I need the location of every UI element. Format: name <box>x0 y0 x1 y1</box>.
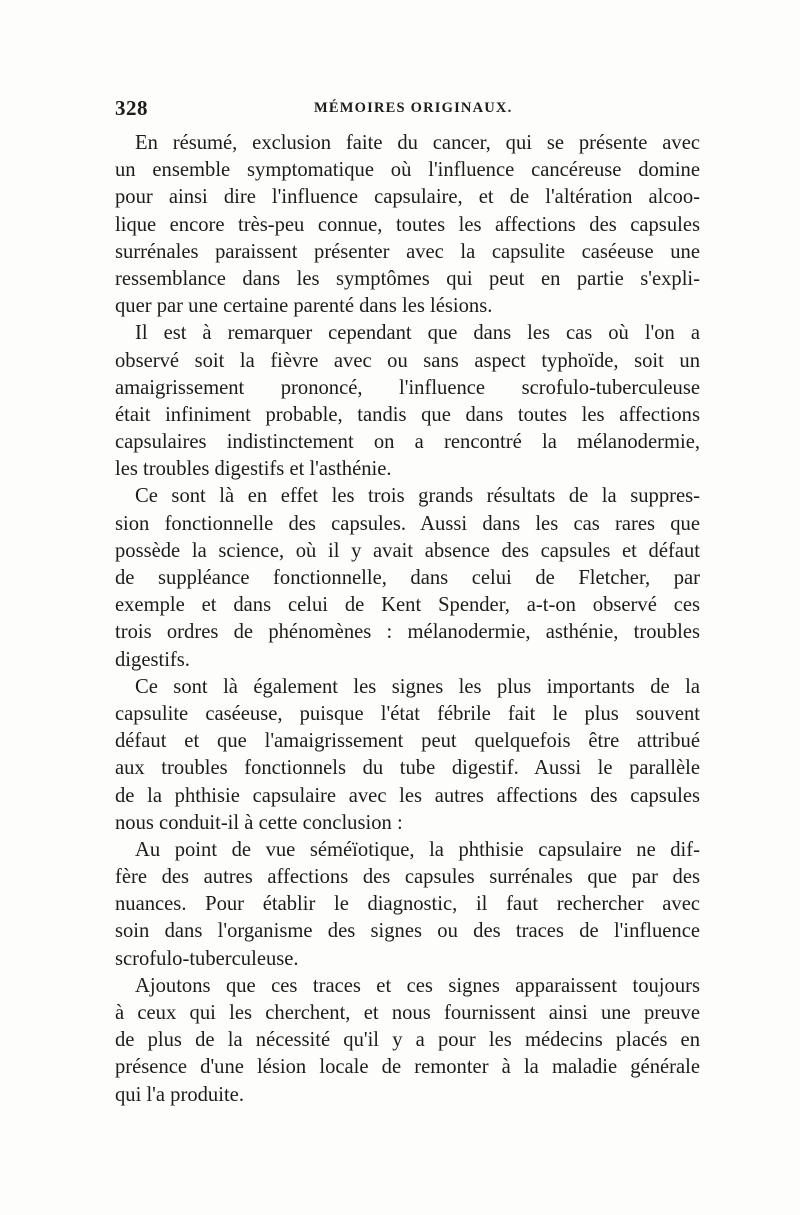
text-line: sion fonctionnelle des capsules. Aussi dans les cas rares que <box>115 512 700 535</box>
text-line: présence d'une lésion locale de remonter à la maladie générale <box>115 1056 700 1079</box>
text-line: observé soit la fièvre avec ou sans aspect typhoïde, soit un <box>115 349 700 372</box>
text-line: amaigrissement prononcé, l'influence scrofulo-tuberculeuse <box>115 376 700 399</box>
page-header <box>115 96 700 126</box>
paragraph <box>115 674 700 837</box>
text-line: les troubles digestifs et l'asthénie. <box>115 458 392 481</box>
text-line: aux troubles fonctionnels du tube digestif. Aussi le parallèle <box>115 757 700 780</box>
text-line: défaut et que l'amaigrissement peut quelquefois être attribué <box>115 730 700 753</box>
text-line: fère des autres affections des capsules surrénales que par des <box>115 866 700 889</box>
paragraph <box>115 483 700 673</box>
text-line: En résumé, exclusion faite du cancer, qui se présente avec <box>135 132 700 154</box>
text-line: de plus de la nécessité qu'il y a pour les médecins placés en <box>115 1029 700 1052</box>
text-line: Ajoutons que ces traces et ces signes apparaissent toujours <box>135 974 700 997</box>
text-line: capsulite caséeuse, puisque l'état fébrile fait le plus souvent <box>115 702 700 725</box>
text-line: digestifs. <box>115 648 190 671</box>
text-line: scrofulo-tuberculeuse. <box>115 947 299 970</box>
text-line: possède la science, où il y avait absence des capsules et défaut <box>115 539 700 562</box>
running-title: MÉMOIRES ORIGINAUX. <box>314 100 513 116</box>
text-line: un ensemble symptomatique où l'influence cancéreuse domine <box>115 159 700 182</box>
paragraph <box>115 973 700 1109</box>
paragraph <box>115 837 700 973</box>
page-number: 328 <box>115 96 148 120</box>
text-line: ressemblance dans les symptômes qui peut en partie s'expli- <box>115 267 700 290</box>
text-line: soin dans l'organisme des signes ou des traces de l'influence <box>115 920 700 943</box>
text-line: trois ordres de phénomènes : mélanodermie, asthénie, troubles <box>115 621 700 644</box>
text-line: nuances. Pour établir le diagnostic, il faut rechercher avec <box>115 893 700 916</box>
body-text <box>115 130 700 1109</box>
text-line: à ceux qui les cherchent, et nous fournissent ainsi une preuve <box>115 1002 700 1024</box>
text-line: Ce sont là en effet les trois grands résultats de la suppres- <box>135 485 700 508</box>
text-line: Ce sont là également les signes les plus importants de la <box>135 675 700 698</box>
text-line: était infiniment probable, tandis que dans toutes les affections <box>115 403 700 426</box>
text-line: nous conduit-il à cette conclusion : <box>115 811 403 834</box>
text-line: de suppléance fonctionnelle, dans celui de Fletcher, par <box>115 567 700 589</box>
text-line: qui l'a produite. <box>115 1083 244 1106</box>
text-line: quer par une certaine parenté dans les lésions. <box>115 295 493 318</box>
text-line: Au point de vue séméïotique, la phthisie capsulaire ne dif- <box>135 838 700 861</box>
text-line: exemple et dans celui de Kent Spender, a-t-on observé ces <box>115 594 700 617</box>
text-line: lique encore très-peu connue, toutes les affections des capsules <box>115 213 700 236</box>
text-line: capsulaires indistinctement on a rencontré la mélanodermie, <box>115 431 700 454</box>
text-line: de la phthisie capsulaire avec les autres affections des capsules <box>115 784 700 807</box>
paragraph <box>115 130 700 320</box>
text-line: pour ainsi dire l'influence capsulaire, et de l'altération alcoo- <box>115 186 700 209</box>
paragraph <box>115 320 700 483</box>
text-line: surrénales paraissent présenter avec la capsulite caséeuse une <box>115 240 700 263</box>
text-line: Il est à remarquer cependant que dans les cas où l'on a <box>135 322 700 345</box>
